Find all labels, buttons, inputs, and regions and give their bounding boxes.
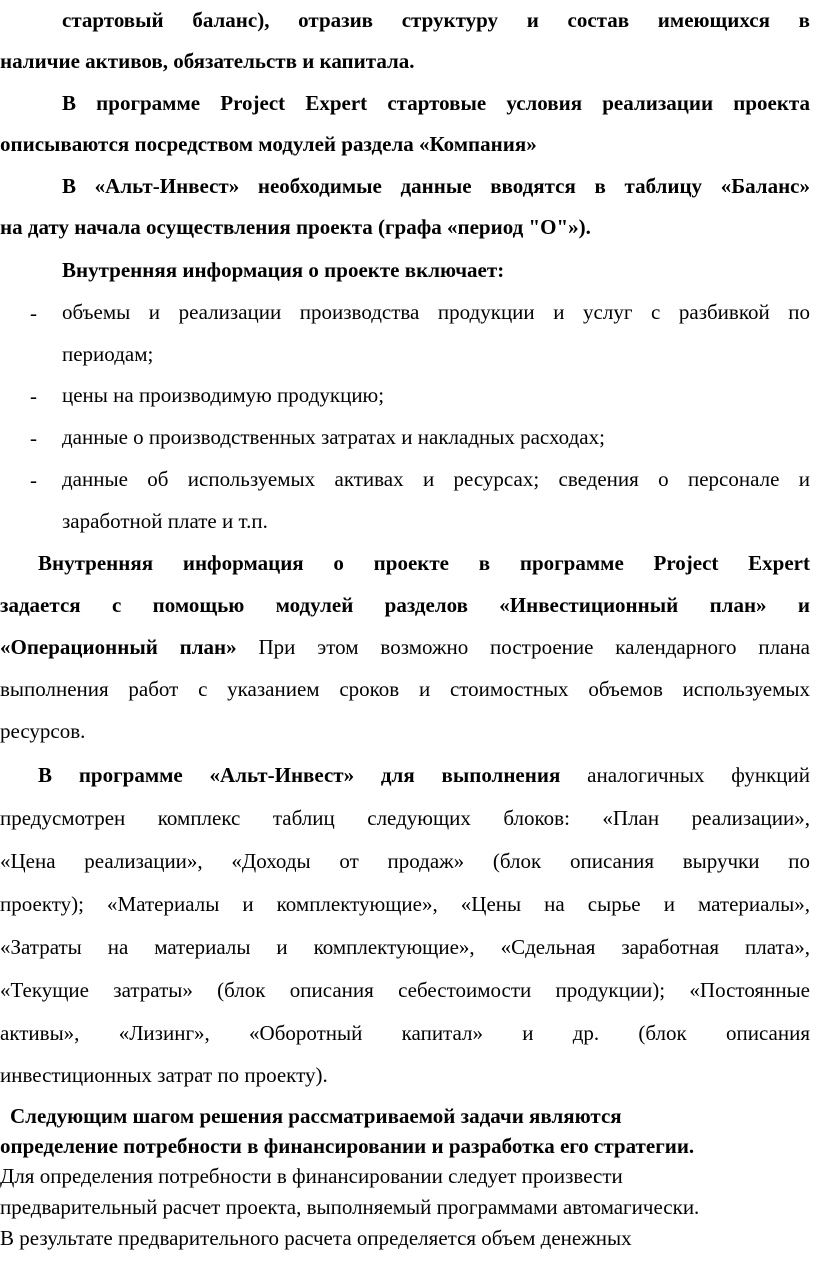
paragraph-6-line-5: «Затраты на материалы и комплектующие», «Сдельная заработная плата», [0,935,810,959]
paragraph-6-line-2: предусмотрен комплекс таблиц следующих блоков: «План реализации», [0,806,810,830]
alt-invest-text: В программе «Альт-Инвест» для выполнения [38,763,561,787]
paragraph-1-line-1: стартовый баланс), отразив структуру и состав имеющихся в [62,8,810,32]
internal-info-heading: Внутренняя информация о проекте включает: [62,258,505,282]
list-bullet: - [30,384,37,408]
operational-plan-text: «Операционный план» [0,635,237,659]
paragraph-7-line-4: предварительный расчет проекта, выполняемый программами автомагически. [0,1195,700,1219]
list-item-3: данные о производственных затратах и накладных расходах; [62,425,605,449]
paragraph-1-line-2: наличие активов, обязательств и капитала. [0,49,415,73]
paragraph-2-line-1: В программе Project Expert стартовые условия реализации проекта [62,91,810,115]
paragraph-3-line-2: на дату начала осуществления проекта (графа «период "О"»). [0,215,591,239]
list-bullet: - [30,301,37,325]
paragraph-6-line-3: «Цена реализации», «Доходы от продаж» (блок описания выручки по [0,849,810,873]
paragraph-6-line-8: инвестиционных затрат по проекту). [0,1063,328,1087]
paragraph-7-line-2: определение потребности в финансировании и разработка его стратегии. [0,1134,695,1158]
paragraph-3-line-1: В «Альт-Инвест» необходимые данные вводятся в таблицу «Баланс» [62,174,810,198]
paragraph-6-line-1-rest: аналогичных функций [560,763,810,787]
paragraph-7-line-5: В результате предварительного расчета определяется объем денежных [0,1226,632,1250]
paragraph-7-line-3: Для определения потребности в финансировании следует произвести [0,1164,623,1188]
list-bullet: - [30,468,37,492]
paragraph-6-line-6: «Текущие затраты» (блок описания себестоимости продукции); «Постоянные [0,978,810,1002]
list-item-4-line-1: данные об используемых активах и ресурсах; сведения о персонале и [62,467,810,491]
paragraph-6-line-1 [38,765,810,786]
list-bullet: - [30,426,37,450]
paragraph-5-line-3 [0,637,810,658]
paragraph-5-line-2: задается с помощью модулей разделов «Инвестиционный план» и [0,593,810,617]
paragraph-5-line-5: ресурсов. [0,719,86,743]
paragraph-5-line-3-rest: При этом возможно построение календарного плана [236,635,811,659]
paragraph-7-line-1: Следующим шагом решения рассматриваемой задачи являются [10,1104,622,1128]
list-item-1-line-2: периодам; [62,342,154,366]
paragraph-6-line-4: проекту); «Материалы и комплектующие», «Цены на сырье и материалы», [0,892,810,916]
paragraph-5-line-1: Внутренняя информация о проекте в программе Project Expert [38,551,810,575]
paragraph-2-line-2: описываются посредством модулей раздела «Компания» [0,132,537,156]
list-item-2: цены на производимую продукцию; [62,383,385,407]
paragraph-5-line-4: выполнения работ с указанием сроков и стоимостных объемов используемых [0,677,810,701]
list-item-1-line-1: объемы и реализации производства продукции и услуг с разбивкой по [62,300,810,324]
paragraph-6-line-7: активы», «Лизинг», «Оборотный капитал» и др. (блок описания [0,1021,810,1045]
list-item-4-line-2: заработной плате и т.п. [62,509,268,533]
